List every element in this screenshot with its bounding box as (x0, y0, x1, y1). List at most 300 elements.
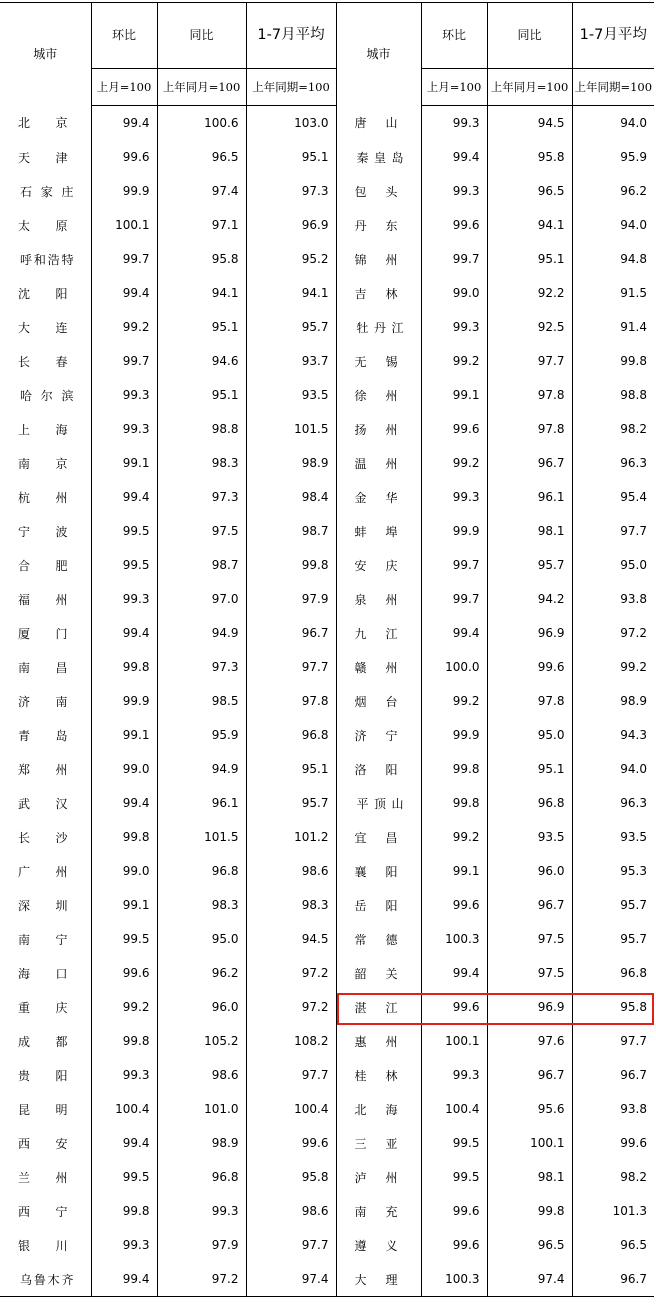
cell-yoy-left: 98.7 (157, 548, 246, 582)
cell-avg-left: 97.7 (246, 1228, 336, 1262)
cell-city-left: 南昌 (18, 660, 69, 675)
cell-city-right: 南充 (336, 1194, 421, 1228)
cell-avg-right: 94.0 (572, 752, 654, 786)
cell-city-right: 常德 (336, 922, 421, 956)
cell-mom-left: 99.4 (91, 616, 157, 650)
cell-mom-left: 99.8 (91, 820, 157, 854)
cell-mom-right: 99.7 (421, 242, 487, 276)
cell-yoy-left: 95.9 (157, 718, 246, 752)
table-row (0, 140, 654, 174)
cell-yoy-right: 96.7 (487, 1058, 572, 1092)
cell-avg-left: 98.4 (246, 480, 336, 514)
header-avg-base-left: 上年同期=100 (246, 69, 336, 106)
cell-avg-left: 93.5 (246, 378, 336, 412)
cell-yoy-left: 95.1 (157, 378, 246, 412)
cell-yoy-right: 100.1 (487, 1126, 572, 1160)
cell-city-left: 深圳 (18, 898, 69, 913)
table-row (0, 820, 654, 854)
cell-avg-right: 93.8 (572, 1092, 654, 1126)
table-row (0, 412, 654, 446)
cell-mom-left: 99.0 (91, 854, 157, 888)
cell-avg-left: 108.2 (246, 1024, 336, 1058)
table-row (0, 446, 654, 480)
cell-mom-left: 99.5 (91, 548, 157, 582)
table-row (0, 616, 654, 650)
table-row (0, 1126, 654, 1160)
cell-mom-right: 99.3 (421, 310, 487, 344)
cell-avg-right: 95.3 (572, 854, 654, 888)
cell-avg-left: 97.3 (246, 174, 336, 208)
cell-avg-right: 93.8 (572, 582, 654, 616)
cell-city-right: 金华 (336, 480, 421, 514)
cell-yoy-right: 99.8 (487, 1194, 572, 1228)
header-yoy-left: 同比 (157, 3, 246, 69)
cell-mom-right: 99.3 (421, 106, 487, 141)
cell-yoy-left: 97.4 (157, 174, 246, 208)
cell-city-left: 海口 (18, 966, 69, 981)
cell-yoy-right: 95.7 (487, 548, 572, 582)
cell-mom-right: 99.5 (421, 1126, 487, 1160)
cell-yoy-right: 97.6 (487, 1024, 572, 1058)
cell-mom-left: 99.4 (91, 106, 157, 141)
cell-mom-left: 99.2 (91, 990, 157, 1024)
cell-yoy-left: 98.3 (157, 446, 246, 480)
cell-city-left: 长春 (18, 354, 69, 369)
cell-yoy-right: 97.8 (487, 684, 572, 718)
cell-avg-right: 98.9 (572, 684, 654, 718)
cell-avg-right: 95.8 (572, 990, 654, 1024)
cell-mom-left: 99.3 (91, 378, 157, 412)
cell-yoy-left: 97.1 (157, 208, 246, 242)
cell-mom-left: 99.4 (91, 480, 157, 514)
cell-mom-left: 99.8 (91, 1024, 157, 1058)
cell-avg-right: 96.8 (572, 956, 654, 990)
cell-mom-left: 99.9 (91, 684, 157, 718)
cell-avg-right: 96.5 (572, 1228, 654, 1262)
price-index-table (0, 2, 654, 1297)
table-row (0, 548, 654, 582)
cell-mom-left: 99.6 (91, 140, 157, 174)
cell-city-right: 包头 (336, 174, 421, 208)
cell-mom-right: 99.4 (421, 616, 487, 650)
cell-yoy-left: 95.0 (157, 922, 246, 956)
cell-city-left: 银川 (18, 1238, 69, 1253)
cell-city-right: 安庆 (336, 548, 421, 582)
cell-city-right: 济宁 (336, 718, 421, 752)
cell-yoy-left: 96.5 (157, 140, 246, 174)
cell-city-left: 杭州 (18, 490, 69, 505)
table-row (0, 1160, 654, 1194)
cell-city-right: 温州 (336, 446, 421, 480)
cell-mom-right: 100.3 (421, 922, 487, 956)
cell-yoy-left: 105.2 (157, 1024, 246, 1058)
cell-avg-left: 97.8 (246, 684, 336, 718)
cell-mom-right: 99.3 (421, 480, 487, 514)
cell-yoy-left: 97.0 (157, 582, 246, 616)
table-row (0, 718, 654, 752)
cell-mom-left: 99.2 (91, 310, 157, 344)
cell-mom-right: 99.6 (421, 208, 487, 242)
cell-mom-right: 99.2 (421, 344, 487, 378)
cell-avg-right: 96.7 (572, 1262, 654, 1297)
cell-city-right: 大理 (336, 1262, 421, 1297)
table-row (0, 208, 654, 242)
cell-avg-left: 98.6 (246, 854, 336, 888)
cell-mom-right: 100.0 (421, 650, 487, 684)
table-row (0, 378, 654, 412)
cell-city-right: 秦皇岛 (336, 140, 421, 174)
cell-avg-right: 96.3 (572, 446, 654, 480)
cell-avg-right: 101.3 (572, 1194, 654, 1228)
cell-avg-left: 100.4 (246, 1092, 336, 1126)
cell-avg-left: 97.2 (246, 990, 336, 1024)
cell-city-left: 西安 (18, 1136, 69, 1151)
cell-yoy-right: 97.5 (487, 956, 572, 990)
cell-avg-right: 99.6 (572, 1126, 654, 1160)
cell-mom-left: 100.1 (91, 208, 157, 242)
cell-city-right: 韶关 (336, 956, 421, 990)
cell-mom-right: 99.9 (421, 514, 487, 548)
table-row (0, 990, 654, 1024)
cell-avg-left: 97.4 (246, 1262, 336, 1297)
cell-yoy-right: 96.8 (487, 786, 572, 820)
cell-city-left: 重庆 (18, 1000, 69, 1015)
cell-city-left: 郑州 (18, 762, 69, 777)
cell-yoy-right: 96.5 (487, 1228, 572, 1262)
cell-mom-right: 99.6 (421, 990, 487, 1024)
cell-avg-right: 91.4 (572, 310, 654, 344)
cell-city-right: 洛阳 (336, 752, 421, 786)
cell-mom-right: 99.5 (421, 1160, 487, 1194)
cell-yoy-right: 96.5 (487, 174, 572, 208)
cell-avg-left: 95.2 (246, 242, 336, 276)
cell-city-left: 天津 (18, 150, 69, 165)
cell-yoy-right: 97.4 (487, 1262, 572, 1297)
cell-avg-left: 95.8 (246, 1160, 336, 1194)
cell-yoy-left: 98.9 (157, 1126, 246, 1160)
cell-avg-left: 103.0 (246, 106, 336, 141)
cell-yoy-right: 97.8 (487, 412, 572, 446)
cell-city-right: 宜昌 (336, 820, 421, 854)
cell-mom-right: 99.6 (421, 1228, 487, 1262)
cell-avg-right: 98.2 (572, 412, 654, 446)
cell-mom-left: 99.7 (91, 344, 157, 378)
cell-yoy-left: 100.6 (157, 106, 246, 141)
cell-mom-right: 100.4 (421, 1092, 487, 1126)
cell-city-left: 宁波 (18, 524, 69, 539)
cell-city-right: 三亚 (336, 1126, 421, 1160)
cell-mom-right: 99.6 (421, 412, 487, 446)
cell-avg-right: 95.7 (572, 922, 654, 956)
cell-avg-right: 94.0 (572, 208, 654, 242)
cell-city-left: 青岛 (18, 728, 69, 743)
cell-avg-left: 94.1 (246, 276, 336, 310)
table-body (0, 106, 654, 1297)
cell-yoy-left: 94.9 (157, 752, 246, 786)
cell-city-left: 石家庄 (20, 184, 75, 199)
cell-yoy-right: 95.1 (487, 752, 572, 786)
cell-avg-right: 98.8 (572, 378, 654, 412)
cell-avg-left: 94.5 (246, 922, 336, 956)
cell-city-left: 长沙 (18, 830, 69, 845)
cell-mom-left: 100.4 (91, 1092, 157, 1126)
cell-mom-left: 99.9 (91, 174, 157, 208)
header-yoy-base-right: 上年同月=100 (487, 69, 572, 106)
cell-city-right: 遵义 (336, 1228, 421, 1262)
header-avg-left: 1-7月平均 (246, 3, 336, 69)
cell-city-left: 福州 (18, 592, 69, 607)
cell-city-left: 兰州 (18, 1170, 69, 1185)
cell-yoy-right: 95.1 (487, 242, 572, 276)
cell-avg-right: 95.4 (572, 480, 654, 514)
cell-city-right: 唐山 (336, 106, 421, 141)
header-mom-base-left: 上月=100 (91, 69, 157, 106)
header-mom-base-right: 上月=100 (421, 69, 487, 106)
cell-avg-left: 97.7 (246, 1058, 336, 1092)
cell-mom-left: 99.6 (91, 956, 157, 990)
cell-avg-right: 96.2 (572, 174, 654, 208)
cell-city-right: 泸州 (336, 1160, 421, 1194)
cell-avg-left: 96.9 (246, 208, 336, 242)
cell-avg-left: 99.8 (246, 548, 336, 582)
cell-yoy-right: 98.1 (487, 1160, 572, 1194)
cell-avg-left: 99.6 (246, 1126, 336, 1160)
cell-yoy-left: 97.2 (157, 1262, 246, 1297)
cell-city-right: 无锡 (336, 344, 421, 378)
cell-mom-right: 99.8 (421, 752, 487, 786)
table-row (0, 1092, 654, 1126)
cell-mom-left: 99.4 (91, 276, 157, 310)
cell-mom-left: 99.8 (91, 650, 157, 684)
cell-mom-right: 99.8 (421, 786, 487, 820)
cell-yoy-left: 94.9 (157, 616, 246, 650)
cell-mom-right: 99.1 (421, 378, 487, 412)
table-row (0, 1024, 654, 1058)
cell-avg-right: 97.7 (572, 514, 654, 548)
table-row (0, 684, 654, 718)
cell-city-left: 沈阳 (18, 286, 69, 301)
cell-mom-left: 99.4 (91, 1126, 157, 1160)
table-row (0, 582, 654, 616)
cell-yoy-right: 98.1 (487, 514, 572, 548)
header-yoy-base-left: 上年同月=100 (157, 69, 246, 106)
header-avg-base-right: 上年同期=100 (572, 69, 654, 106)
cell-avg-left: 98.3 (246, 888, 336, 922)
cell-mom-right: 99.6 (421, 888, 487, 922)
cell-city-right: 桂林 (336, 1058, 421, 1092)
header-avg-right: 1-7月平均 (572, 3, 654, 69)
cell-city-right: 徐州 (336, 378, 421, 412)
cell-city-left: 南宁 (18, 932, 69, 947)
cell-avg-right: 94.0 (572, 106, 654, 141)
cell-yoy-right: 93.5 (487, 820, 572, 854)
cell-yoy-left: 96.8 (157, 854, 246, 888)
cell-yoy-left: 101.0 (157, 1092, 246, 1126)
cell-city-right: 烟台 (336, 684, 421, 718)
cell-city-left: 武汉 (18, 796, 69, 811)
cell-city-left: 合肥 (18, 558, 69, 573)
cell-avg-left: 97.2 (246, 956, 336, 990)
cell-yoy-right: 92.2 (487, 276, 572, 310)
cell-avg-right: 95.0 (572, 548, 654, 582)
cell-yoy-left: 94.6 (157, 344, 246, 378)
cell-yoy-right: 94.2 (487, 582, 572, 616)
cell-mom-right: 100.3 (421, 1262, 487, 1297)
cell-city-right: 牡丹江 (336, 310, 421, 344)
cell-mom-left: 99.3 (91, 1058, 157, 1092)
cell-mom-left: 99.3 (91, 412, 157, 446)
cell-mom-left: 99.1 (91, 888, 157, 922)
cell-mom-left: 99.4 (91, 1262, 157, 1297)
cell-yoy-right: 96.1 (487, 480, 572, 514)
cell-mom-right: 99.2 (421, 684, 487, 718)
cell-avg-right: 97.2 (572, 616, 654, 650)
cell-yoy-right: 95.0 (487, 718, 572, 752)
cell-mom-right: 99.0 (421, 276, 487, 310)
cell-city-right: 吉林 (336, 276, 421, 310)
cell-avg-right: 94.8 (572, 242, 654, 276)
cell-city-right: 平顶山 (336, 786, 421, 820)
table-row (0, 310, 654, 344)
cell-yoy-left: 96.1 (157, 786, 246, 820)
table-row (0, 276, 654, 310)
cell-city-right: 北海 (336, 1092, 421, 1126)
cell-avg-right: 95.7 (572, 888, 654, 922)
cell-mom-left: 99.1 (91, 718, 157, 752)
cell-mom-right: 100.1 (421, 1024, 487, 1058)
cell-city-right: 九江 (336, 616, 421, 650)
cell-avg-right: 91.5 (572, 276, 654, 310)
cell-avg-right: 95.9 (572, 140, 654, 174)
cell-yoy-left: 101.5 (157, 820, 246, 854)
cell-avg-right: 94.3 (572, 718, 654, 752)
cell-mom-right: 99.9 (421, 718, 487, 752)
table-row (0, 1058, 654, 1092)
cell-avg-left: 93.7 (246, 344, 336, 378)
cell-yoy-right: 97.5 (487, 922, 572, 956)
cell-city-left: 济南 (18, 694, 69, 709)
table-row (0, 786, 654, 820)
cell-avg-left: 97.9 (246, 582, 336, 616)
cell-city-right: 岳阳 (336, 888, 421, 922)
cell-city-left: 哈尔滨 (20, 388, 75, 403)
cell-yoy-left: 96.0 (157, 990, 246, 1024)
cell-yoy-right: 97.7 (487, 344, 572, 378)
cell-yoy-right: 92.5 (487, 310, 572, 344)
cell-mom-right: 99.2 (421, 820, 487, 854)
cell-yoy-right: 99.6 (487, 650, 572, 684)
table-row (0, 106, 654, 141)
cell-avg-right: 96.3 (572, 786, 654, 820)
cell-avg-left: 98.7 (246, 514, 336, 548)
cell-yoy-right: 96.7 (487, 446, 572, 480)
cell-city-left: 呼和浩特 (20, 252, 75, 267)
cell-city-left: 北京 (18, 116, 69, 131)
cell-city-right: 蚌埠 (336, 514, 421, 548)
cell-yoy-left: 98.3 (157, 888, 246, 922)
cell-city-left: 西宁 (18, 1204, 69, 1219)
table-row (0, 1262, 654, 1297)
cell-mom-left: 99.5 (91, 922, 157, 956)
cell-yoy-left: 97.3 (157, 480, 246, 514)
table-row (0, 344, 654, 378)
cell-city-right: 泉州 (336, 582, 421, 616)
cell-yoy-right: 94.5 (487, 106, 572, 141)
cell-avg-right: 99.2 (572, 650, 654, 684)
cell-yoy-right: 96.0 (487, 854, 572, 888)
cell-avg-left: 98.9 (246, 446, 336, 480)
cell-city-left: 太原 (18, 218, 69, 233)
cell-avg-left: 95.1 (246, 140, 336, 174)
header-mom-left: 环比 (91, 3, 157, 69)
cell-yoy-right: 97.8 (487, 378, 572, 412)
cell-avg-right: 98.2 (572, 1160, 654, 1194)
header-yoy-right: 同比 (487, 3, 572, 69)
cell-mom-left: 99.1 (91, 446, 157, 480)
cell-mom-left: 99.7 (91, 242, 157, 276)
cell-avg-right: 99.8 (572, 344, 654, 378)
cell-yoy-left: 97.5 (157, 514, 246, 548)
cell-avg-left: 95.1 (246, 752, 336, 786)
cell-city-right: 扬州 (336, 412, 421, 446)
cell-mom-left: 99.3 (91, 582, 157, 616)
cell-yoy-left: 98.5 (157, 684, 246, 718)
cell-mom-right: 99.4 (421, 140, 487, 174)
cell-mom-right: 99.1 (421, 854, 487, 888)
cell-city-left: 昆明 (18, 1102, 69, 1117)
table-row (0, 752, 654, 786)
table-row (0, 514, 654, 548)
cell-city-right: 惠州 (336, 1024, 421, 1058)
table-row (0, 888, 654, 922)
cell-avg-left: 96.7 (246, 616, 336, 650)
cell-city-left: 南京 (18, 456, 69, 471)
cell-yoy-left: 97.9 (157, 1228, 246, 1262)
cell-yoy-left: 94.1 (157, 276, 246, 310)
cell-yoy-right: 96.7 (487, 888, 572, 922)
cell-avg-left: 98.6 (246, 1194, 336, 1228)
cell-mom-right: 99.3 (421, 1058, 487, 1092)
cell-city-left: 乌鲁木齐 (20, 1272, 75, 1287)
cell-yoy-right: 95.6 (487, 1092, 572, 1126)
cell-avg-left: 95.7 (246, 310, 336, 344)
cell-city-right: 襄阳 (336, 854, 421, 888)
table-row (0, 480, 654, 514)
cell-city-left: 广州 (18, 864, 69, 879)
cell-mom-left: 99.4 (91, 786, 157, 820)
cell-yoy-left: 96.2 (157, 956, 246, 990)
cell-yoy-left: 97.3 (157, 650, 246, 684)
cell-avg-right: 97.7 (572, 1024, 654, 1058)
cell-city-right: 赣州 (336, 650, 421, 684)
cell-mom-right: 99.3 (421, 174, 487, 208)
cell-yoy-right: 96.9 (487, 616, 572, 650)
cell-yoy-left: 95.8 (157, 242, 246, 276)
cell-mom-right: 99.6 (421, 1194, 487, 1228)
table-row (0, 1228, 654, 1262)
cell-avg-left: 101.2 (246, 820, 336, 854)
table-row (0, 922, 654, 956)
cell-city-right: 湛江 (336, 990, 421, 1024)
cell-yoy-right: 94.1 (487, 208, 572, 242)
table-row (0, 1194, 654, 1228)
cell-mom-right: 99.7 (421, 548, 487, 582)
cell-yoy-left: 99.3 (157, 1194, 246, 1228)
cell-mom-left: 99.5 (91, 514, 157, 548)
cell-mom-left: 99.8 (91, 1194, 157, 1228)
cell-mom-left: 99.0 (91, 752, 157, 786)
cell-city-left: 贵阳 (18, 1068, 69, 1083)
